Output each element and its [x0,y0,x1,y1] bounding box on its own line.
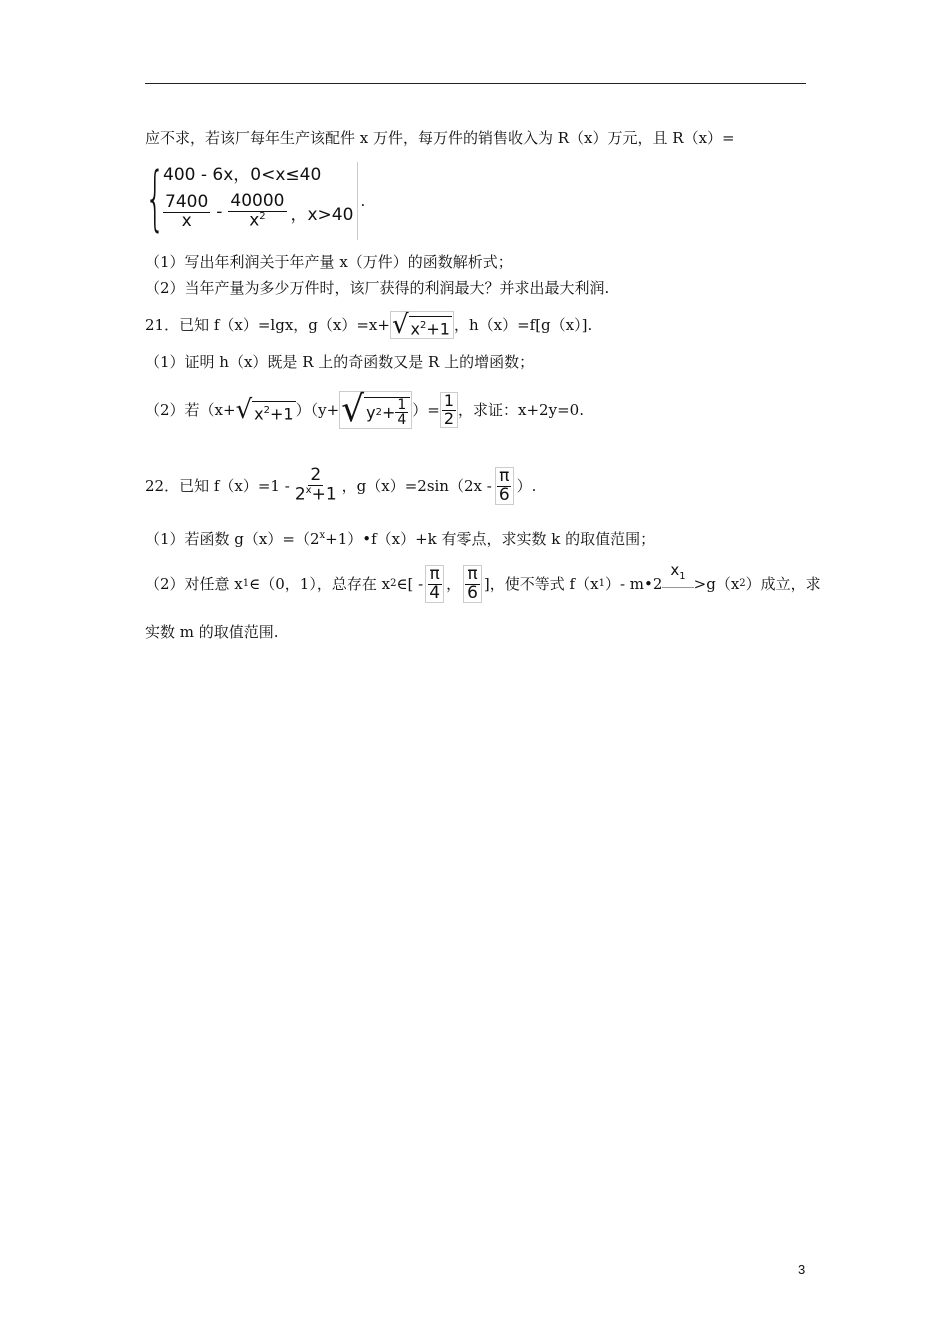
frac-num: 2 [310,465,322,486]
fraction-2-over-2x-plus-1 [293,467,339,504]
frac-num: π [467,563,478,584]
den-tail: +1 [311,484,337,505]
q2-mid: ）（y+ [295,401,340,419]
radicand-plus: + [381,402,396,422]
q2-mid6: ）成立，求 [745,575,821,593]
frac-den: x [181,210,192,231]
problem20-intro-text: 应不求，若该厂每年生产该配件 x 万件，每万件的销售收入为 R（x）万元，且 R（x）= [145,129,735,147]
fraction-1-over-2 [440,392,458,429]
q2-prefix: （2）对任意 x [145,575,243,593]
frac-den: 6 [498,484,510,505]
stem-prefix: 22．已知 f（x）=1 - [145,477,290,495]
exp-sub: 1 [679,571,686,582]
problem22-stem [145,462,536,510]
radical-icon: √ [341,389,365,430]
stem-mid: ，g（x）=2sin（2x - [341,477,492,495]
den-base: x [249,210,260,231]
fraction-40000-over-x2 [228,193,286,230]
subscript: 2 [739,578,746,589]
radicand-base: x [410,319,420,338]
den-exp: 2 [259,211,266,223]
q2-prefix: （2）若（x+ [145,401,236,419]
radicand-exp: 2 [263,404,270,416]
stem-prefix: 21．已知 f（x）=lgx，g（x）=x+ [145,316,390,334]
radicand [364,397,410,428]
piecewise-cases [163,162,358,240]
page-number: 3 [798,1262,806,1277]
minus-sign: - [216,202,223,222]
radicand-tail: +1 [426,319,450,338]
frac-den: 2 [443,408,455,428]
problem22-q2-line2: 实数 m 的取值范围. [145,623,279,641]
frac-num: π [499,465,510,486]
radicand-exp: 2 [420,319,427,331]
problem21-q2 [145,388,584,432]
frac-den: 4 [429,582,441,603]
problem22-q1 [145,526,655,549]
subscript: 1 [242,578,250,589]
radicand-exp: 2 [375,406,382,418]
piecewise-function [145,157,366,240]
subscript: 2 [390,578,397,589]
frac-num: 1 [443,390,455,410]
den-base: 2 [294,484,306,505]
frac-den [293,486,339,505]
problem20-q2: （2）当年产量为多少万件时，该厂获得的利润最大？并求出最大利润. [145,279,610,297]
frac-num: 40000 [230,191,285,212]
frac-num: 1 [397,396,407,413]
radical-icon: √ [235,395,253,425]
q2-mid1: ∈（0，1），总存在 x [249,575,391,593]
header-rule [145,83,806,84]
comma: ， [446,575,462,593]
q1-prefix: （1）若函数 g（x）=（2 [145,530,320,548]
radicand-tail: +1 [270,404,294,423]
radical-icon: √ [391,310,409,340]
q2-suffix: ，求证：x+2y=0. [458,401,584,419]
fraction-7400-over-x [163,191,210,231]
subscript: 1 [598,578,605,589]
brace-icon: { [145,157,166,239]
frac-den: 6 [467,582,478,603]
fraction-1-over-4 [395,398,408,428]
q2-mid4: ）- m•2 [604,575,663,593]
problem21-stem [145,310,592,340]
radicand [252,401,295,423]
exp-base: x [670,561,680,579]
problem22-q2 [145,562,821,606]
problem21-q1: （1）证明 h（x）既是 R 上的奇函数又是 R 上的增函数； [145,353,535,371]
frac-num: π [429,563,440,584]
sqrt-x2-plus-1 [236,397,296,423]
period: . [360,192,366,210]
fraction-pi-over-4 [425,565,444,604]
radicand-base: y [366,402,376,422]
sqrt-y2-plus-quarter [339,391,412,429]
q1-suffix: +1）•f（x）+k 有零点，求实数 k 的取值范围； [325,530,656,548]
problem20-q1: （1）写出年利润关于年产量 x（万件）的函数解析式； [145,253,513,271]
fraction-pi-over-6 [463,565,482,604]
stem-suffix: ，h（x）=f[g（x）]. [453,316,593,334]
fraction-pi-over-6 [495,467,514,506]
stem-suffix: ）. [516,477,537,495]
q2-mid5: >g（x [693,575,740,593]
radicand [409,316,452,338]
piece-2 [163,186,353,238]
exponent-x1 [662,560,693,588]
piece-1: 400 - 6x，0<x≤40 [163,165,322,185]
den-exp: x [305,485,312,497]
q1-exp: x [319,530,326,541]
q2-mid2: ∈[ - [396,575,424,593]
q2-mid3: ]，使不等式 f（x [483,575,599,593]
sqrt-x2-plus-1 [390,311,454,339]
q2-eq: ）= [412,401,440,419]
piece-2-condition: ，x>40 [290,204,354,225]
problem20-intro [145,128,735,148]
radicand-base: x [254,404,264,423]
frac-den: 4 [397,412,407,429]
frac-den [247,212,267,231]
frac-num: 7400 [165,191,209,212]
